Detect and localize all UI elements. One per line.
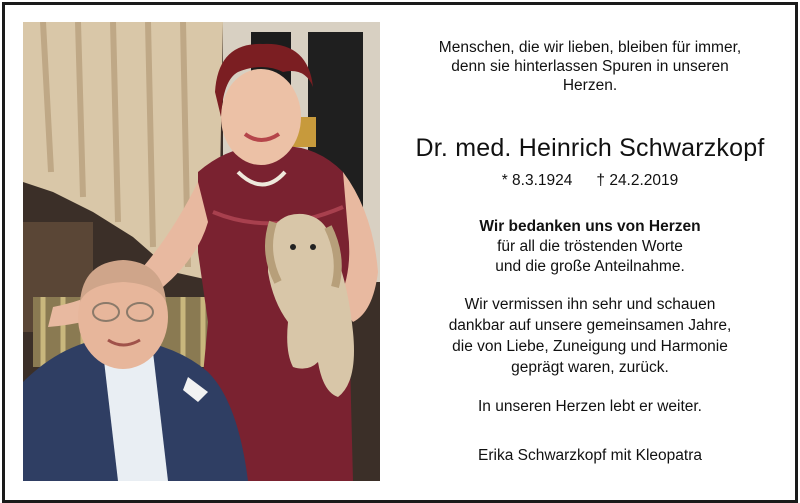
- thanks-heading: Wir bedanken uns von Herzen: [479, 218, 701, 235]
- thanks-block: [393, 217, 787, 277]
- thanks-line: und die große Anteilnahme.: [495, 258, 685, 275]
- obituary-frame: [2, 2, 798, 503]
- quote-line: Menschen, die wir lieben, bleiben für immer,: [438, 39, 742, 56]
- dog-eye-left: [290, 244, 296, 250]
- memorial-photo-image: [23, 22, 380, 481]
- lives-on-line: In unseren Herzen lebt er weiter.: [477, 398, 702, 415]
- dog-eye-right: [310, 244, 316, 250]
- remembrance-block: [393, 294, 787, 378]
- woman-face: [221, 69, 301, 165]
- remembrance-line: die von Liebe, Zuneigung und Harmonie: [452, 338, 728, 355]
- deceased-name: Dr. med. Heinrich Schwarzkopf: [415, 134, 765, 162]
- remembrance-line: Wir vermissen ihn sehr und schauen: [464, 296, 716, 313]
- life-dates: [393, 171, 787, 190]
- quote-line: Herzen.: [562, 77, 618, 94]
- remembrance-line: geprägt waren, zurück.: [511, 359, 669, 376]
- signature: Erika Schwarzkopf mit Kleopatra: [478, 447, 702, 464]
- memorial-photo: [23, 22, 380, 481]
- memorial-quote: [393, 38, 787, 95]
- thanks-line: für all die tröstenden Worte: [497, 238, 683, 255]
- death-date: † 24.2.2019: [596, 172, 679, 189]
- remembrance-line: dankbar auf unsere gemeinsamen Jahre,: [448, 317, 732, 334]
- birth-date: * 8.3.1924: [501, 172, 573, 189]
- quote-line: denn sie hinterlassen Spuren in unseren: [451, 58, 729, 75]
